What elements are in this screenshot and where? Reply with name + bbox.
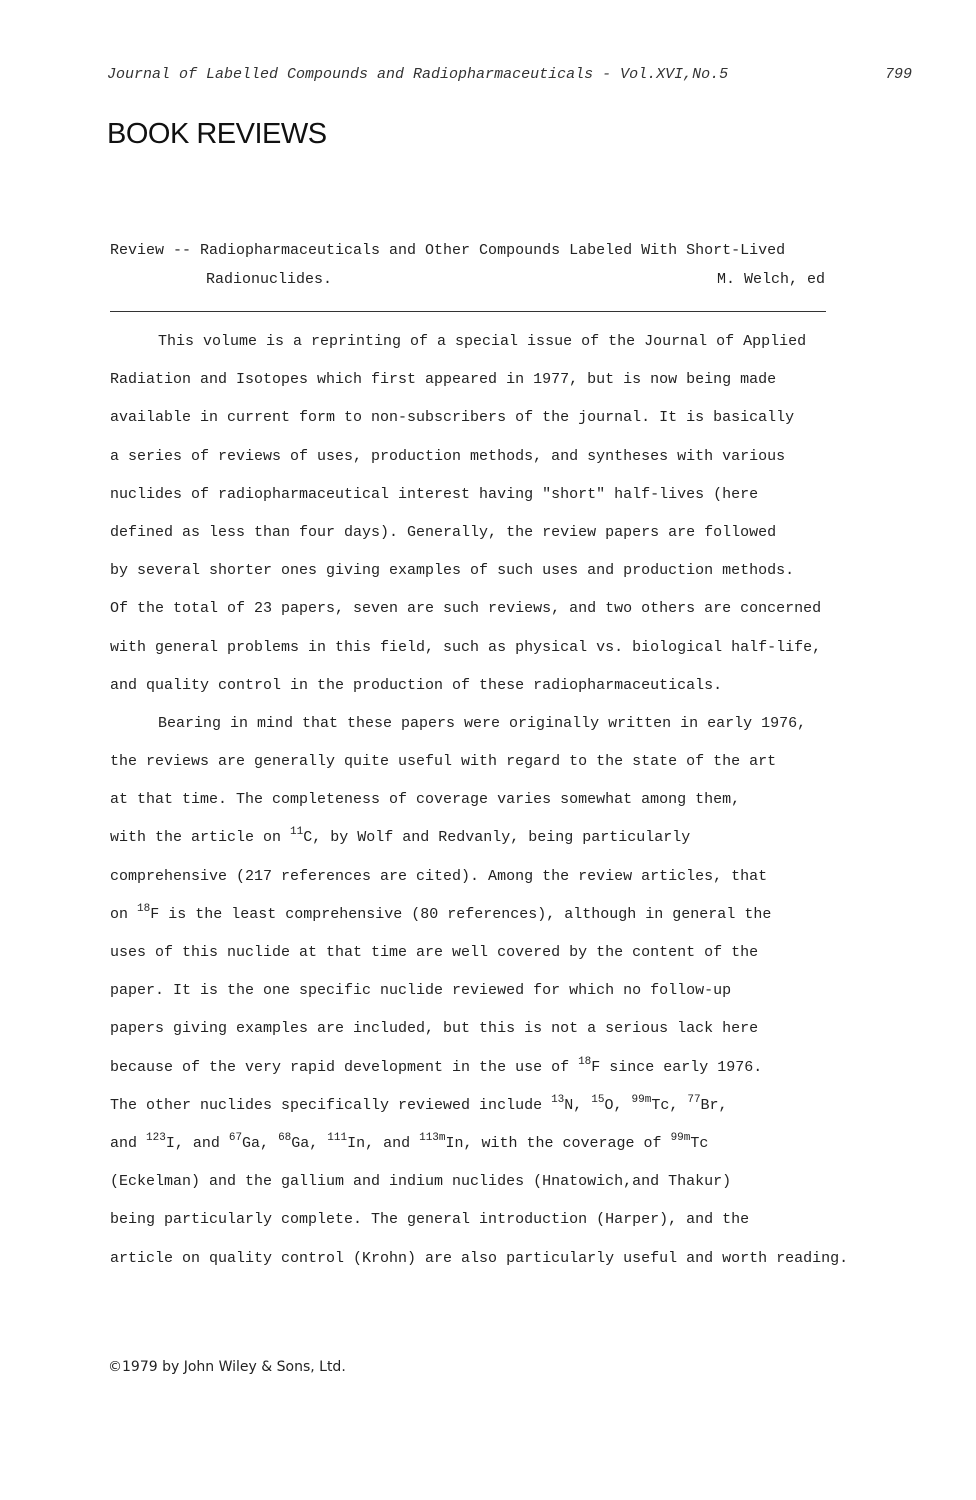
- paragraph-2-line: comprehensive (217 references are cited). Among the review articles, that: [110, 867, 768, 885]
- review-title-line2-row: [110, 265, 825, 294]
- paragraph-2-line: (Eckelman) and the gallium and indium nuclides (Hnatowich,and Thakur): [110, 1173, 732, 1191]
- paragraph-2-line: [110, 1130, 900, 1168]
- text-run: Ga,: [242, 1134, 279, 1152]
- paragraph-1-line: with general problems in this field, such as physical vs. biological half-life,: [110, 638, 822, 656]
- text-run: because of the very rapid development in the use of: [110, 1058, 579, 1076]
- paragraph-2-line: [110, 901, 900, 939]
- mass-number: 99m: [670, 1131, 691, 1144]
- divider-rule: [110, 311, 826, 312]
- paragraph-1-line: Of the total of 23 papers, seven are such reviews, and two others are concerned: [110, 600, 822, 618]
- text-run: N,: [564, 1096, 592, 1114]
- mass-number: 15: [591, 1093, 605, 1106]
- text-run: and: [110, 1134, 147, 1152]
- text-run: F is the least comprehensive (80 references), although in general the: [150, 905, 772, 923]
- paragraph-1-line: a series of reviews of uses, production methods, and syntheses with various: [110, 447, 786, 465]
- review-heading: [110, 236, 825, 294]
- mass-number: 18: [137, 902, 151, 915]
- paragraph-2-line: uses of this nuclide at that time are well covered by the content of the: [110, 944, 759, 961]
- mass-number: 67: [228, 1131, 243, 1144]
- section-title: BOOK REVIEWS: [107, 118, 327, 150]
- paragraph-2-line: at that time. The completeness of coverage varies somewhat among them,: [110, 791, 741, 809]
- paragraph-1-line: nuclides of radiopharmaceutical interest having "short" half-lives (here: [110, 485, 759, 503]
- paragraph-2-line: Bearing in mind that these papers were originally written in early 1976,: [158, 714, 807, 732]
- text-run: with the article on: [110, 829, 291, 847]
- text-run: C, by Wolf and Redvanly, being particularly: [303, 829, 691, 847]
- mass-number: 77: [687, 1093, 701, 1106]
- mass-number: 11: [290, 826, 304, 839]
- paragraph-2-line: [110, 1054, 900, 1092]
- paragraph-2-line: [110, 824, 900, 862]
- mass-number: 13: [551, 1093, 565, 1106]
- text-run: In, and: [347, 1134, 420, 1152]
- journal-title: Journal of Labelled Compounds and Radiopharmaceuticals - Vol.XVI,No.5: [107, 66, 729, 83]
- paragraph-2-line: papers giving examples are included, but this is not a serious lack here: [110, 1020, 759, 1038]
- review-title-line2: Radionuclides.: [206, 271, 333, 288]
- paragraph-2-line: article on quality control (Krohn) are also particularly useful and worth reading.: [110, 1249, 849, 1267]
- mass-number: 123: [146, 1131, 166, 1144]
- text-run: O,: [604, 1096, 632, 1114]
- mass-number: 111: [327, 1131, 348, 1144]
- running-header: [107, 66, 912, 90]
- text-run: Ga,: [291, 1134, 328, 1152]
- review-body: [110, 328, 900, 1283]
- mass-number: 68: [278, 1131, 292, 1144]
- mass-number: 113m: [419, 1131, 446, 1144]
- text-run: I, and: [165, 1134, 229, 1152]
- paragraph-1-line: defined as less than four days). Generally, the review papers are followed: [110, 523, 777, 541]
- page-number: 799: [884, 66, 912, 83]
- text-run: on: [110, 905, 138, 923]
- paragraph-2-line: being particularly complete. The general introduction (Harper), and the: [110, 1211, 750, 1229]
- paragraph-1-line: Radiation and Isotopes which first appeared in 1977, but is now being made: [110, 371, 777, 389]
- mass-number: 18: [578, 1055, 592, 1068]
- text-run: Tc,: [651, 1096, 688, 1114]
- paragraph-2-line: [110, 1092, 900, 1130]
- text-run: Tc: [690, 1134, 709, 1152]
- text-run: Br,: [700, 1096, 728, 1114]
- review-title-line1: Review -- Radiopharmaceuticals and Other Compounds Labeled With Short-Lived: [110, 242, 786, 259]
- copyright-notice: ©1979 by John Wiley & Sons, Ltd.: [108, 1359, 346, 1375]
- paragraph-2-line: the reviews are generally quite useful with regard to the state of the art: [110, 753, 777, 771]
- paragraph-1-line: available in current form to non-subscribers of the journal. It is basically: [110, 409, 795, 427]
- text-run: In, with the coverage of: [445, 1134, 671, 1152]
- paragraph-2-line: paper. It is the one specific nuclide reviewed for which no follow-up: [110, 982, 732, 1000]
- paragraph-1-line: by several shorter ones giving examples of such uses and production methods.: [110, 562, 795, 580]
- paragraph-1-line: This volume is a reprinting of a special issue of the Journal of Applied: [158, 333, 807, 350]
- mass-number: 99m: [631, 1093, 652, 1106]
- text-run: The other nuclides specifically reviewed include: [110, 1096, 552, 1114]
- review-editor: M. Welch, ed: [716, 271, 825, 288]
- text-run: F since early 1976.: [591, 1058, 763, 1076]
- paragraph-1-line: and quality control in the production of these radiopharmaceuticals.: [110, 676, 723, 694]
